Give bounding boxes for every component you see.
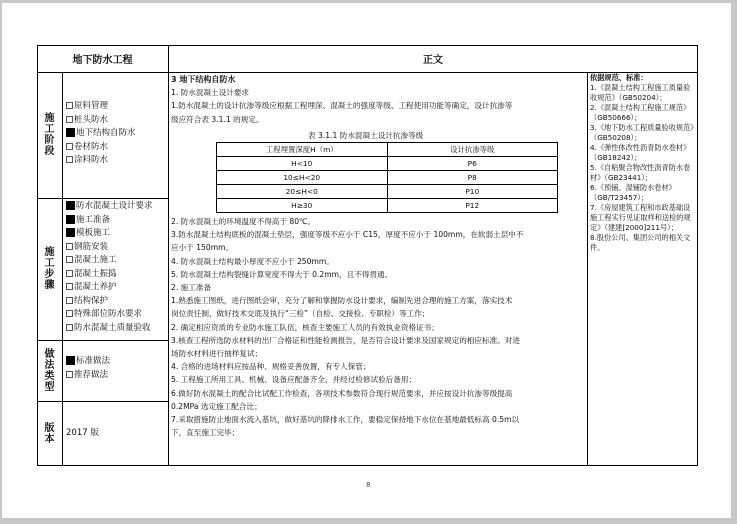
body-line: 2. 防水混凝土的环境温度不得高于 80℃。 [171,217,316,226]
body-line: 级应符合表 3.1.1 的规定。 [171,114,264,124]
method-option[interactable]: 推荐做法 [66,369,168,383]
page-number: 8 [366,481,371,489]
checkbox-icon[interactable] [66,310,73,317]
body-line: 1.熟悉施工图纸，进行图纸会审，充分了解和掌握防水设计要求，编制先进合理的施工方案，落实技术 [171,296,513,306]
body-line: 2. 确定相应资质的专业防水施工队伍，核查主要施工人员的有效执业资格证书； [171,322,439,332]
document-page [2,3,731,518]
stage-option[interactable]: 涂料防水 [66,154,168,168]
checkbox-icon[interactable] [66,256,73,263]
checkbox-checked-icon[interactable] [66,201,75,210]
stage-label: 施工阶段 [44,113,55,157]
version-value: 2017 版 [66,428,99,438]
reference-item: 6.《预铺、湿铺防水卷材》（GB/T23457）； [590,183,676,202]
header-left-title: 地下防水工程 [72,55,133,66]
body-line: 下，直至施工完毕； [171,428,240,438]
body-bottom [171,215,585,439]
table-header-grade: 设计抗渗等级 [387,143,558,157]
reference-item: 7.《房屋建筑工程和市政基础设施工程实行见证取样和送检的规定》（建建[2000]211号）； [590,203,691,232]
body-line: 2. 施工准备 [171,283,212,293]
table-caption: 表 3.1.1 防水混凝土设计抗渗等级 [308,131,424,140]
table-row: 10≤H<20 P8 [217,171,558,185]
body-line: 0.2MPa 选定施工配合比； [171,401,262,411]
step-option[interactable]: 模板施工 [66,227,168,241]
checkbox-checked-icon[interactable] [66,356,75,365]
table-row: 20≤H<0 P10 [217,185,558,199]
body-line: 1. 防水混凝土设计要求 [171,88,250,98]
step-option[interactable]: 结构保护 [66,295,168,309]
checkbox-icon[interactable] [66,102,73,109]
checkbox-checked-icon[interactable] [66,128,75,137]
body-line: 应小于 150mm。 [171,243,234,253]
reference-item: 2.《混凝土结构工程施工规范》（GB50666）； [590,103,691,122]
method-options [63,355,168,382]
body-line: 7.采取措施防止地面水流入基坑，做好基坑的降排水工作，要稳定保持地下水位在基地最低标高 0.5m以 [171,415,520,425]
steps-label-cell [37,198,62,340]
method-label: 做法类型 [44,348,55,393]
checkbox-checked-icon[interactable] [66,228,75,237]
references-panel [590,73,696,253]
body-line: 4. 合格的进场材料应按品种、规格妥善放置，有专人保管； [171,362,371,372]
checkbox-checked-icon[interactable] [66,215,75,224]
body-line: 3.核查工程所选防水材料的出厂合格证和性能检测报告，是否符合设计要求及国家规定的相应标准。对进 [171,335,520,345]
body-line: 岗位责任制，做好技术交底及执行“三检”（自检、交接检、专职检）等工作； [171,309,430,319]
reference-item: 4.《弹性体改性沥青防水卷材》（GB18242）； [590,143,691,162]
stage-option[interactable]: 卷材防水 [66,141,168,155]
checkbox-icon[interactable] [66,283,73,290]
main-col-divider [168,45,169,466]
step-option[interactable]: 施工准备 [66,214,168,228]
body-line: 场防水材料进行抽样复试； [171,349,263,359]
checkbox-icon[interactable] [66,371,73,378]
step-option[interactable]: 防水混凝土质量验收 [66,322,168,336]
method-option[interactable]: 标准做法 [66,355,168,369]
table-row: H≥30 P12 [217,199,558,213]
step-option[interactable]: 防水混凝土设计要求 [66,200,168,214]
impermeability-table [216,142,558,213]
checkbox-icon[interactable] [66,324,73,331]
body-line: 1.防水混凝土的设计抗渗等级应根据工程埋深、混凝土的强度等级、工程使用功能等确定，设计抗渗等 [171,101,513,111]
step-option[interactable]: 混凝土施工 [66,254,168,268]
table-header-row [217,143,558,157]
stage-label-cell [37,72,62,198]
stage-option[interactable]: 原料管理 [66,100,168,114]
step-option[interactable]: 特殊部位防水要求 [66,308,168,322]
section-title: 3 地下结构自防水 [171,75,236,84]
checkbox-icon[interactable] [66,116,73,123]
table-row: H<10 P6 [217,157,558,171]
body-line: 5. 防水混凝土结构裂缝计算宽度不得大于 0.2mm，且不得贯通。 [171,269,393,279]
reference-item: 8.股份公司、集团公司的相关文件。 [590,233,691,252]
reference-item: 1.《混凝土结构工程施工质量验收规范》（GB50204）； [590,83,691,102]
stage-option[interactable]: 桩头防水 [66,114,168,128]
checkbox-icon[interactable] [66,156,73,163]
checkbox-icon[interactable] [66,143,73,150]
checkbox-icon[interactable] [66,297,73,304]
method-label-cell [37,340,62,401]
step-option[interactable]: 混凝土养护 [66,281,168,295]
stage-option[interactable]: 地下结构自防水 [66,127,168,141]
step-option[interactable]: 混凝土振捣 [66,268,168,282]
body-line: 3.防水混凝土结构底板的混凝土垫层，强度等级不应小于 C15，厚度不应小于 100mm，在软弱土层中不 [171,230,524,240]
body-top [171,73,585,126]
header-main-title: 正文 [423,55,443,66]
table-header-depth: 工程埋置深度H（m） [217,143,388,157]
reference-item: 5.《自粘聚合物改性沥青防水卷材》（GB23441）； [590,163,691,182]
checkbox-icon[interactable] [66,270,73,277]
step-option[interactable]: 钢筋安装 [66,241,168,255]
steps-label: 施工步骤 [44,247,55,291]
version-label-cell [37,401,62,466]
version-label: 版本 [44,422,55,445]
body-line: 6.做好防水混凝土的配合比试配工作检查，各项技术参数符合现行规范要求，并应按设计抗渗等级提高 [171,388,513,398]
steps-options [63,200,168,335]
stage-options [63,100,168,168]
refs-col-divider [587,72,588,466]
body-line: 5. 工程施工所用工具、机械、设备应配备齐全，并经过检修试验后备用； [171,375,417,385]
reference-item: 3.《地下防水工程质量验收规范》（GB50208）； [590,123,694,142]
body-line: 4. 防水混凝土结构最小厚度不应小于 250mm。 [171,256,334,266]
references-title: 依据规范、标准： [590,73,648,82]
checkbox-icon[interactable] [66,243,73,250]
